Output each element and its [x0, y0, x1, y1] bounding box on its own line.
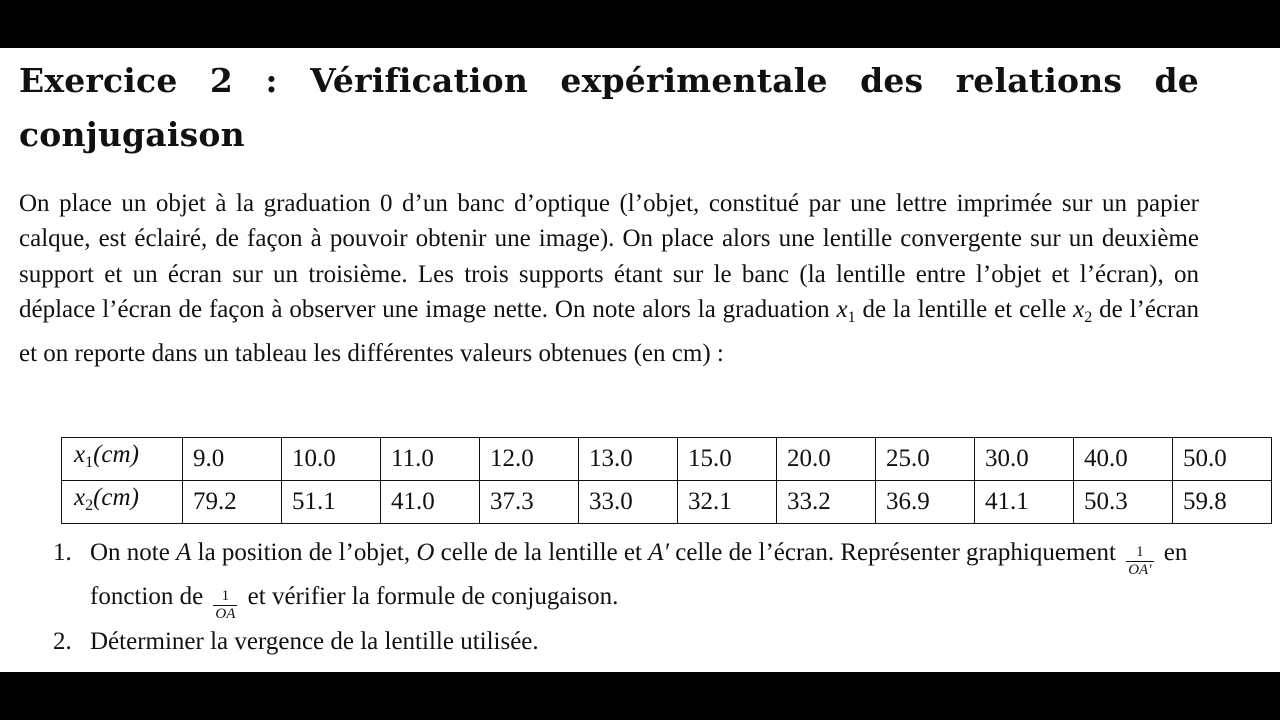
measurements-table	[61, 437, 1272, 524]
table-cell: 25.0	[876, 438, 975, 481]
intro-text-2: de la lentille et celle	[855, 296, 1074, 324]
table-cell: 15.0	[678, 438, 777, 481]
table-cell: 36.9	[876, 481, 975, 524]
table-row-x1	[62, 438, 1272, 481]
question-number: 2.	[53, 628, 72, 655]
var-A-prime: A′	[648, 539, 669, 566]
table-cell: 41.0	[381, 481, 480, 524]
var-x2: $x_2$	[1073, 296, 1093, 327]
intro-text-3: de l’écran et on reporte dans un tableau les différentes valeurs obtenues (en cm) :	[19, 296, 1199, 367]
question-text: On note A la position de l’objet, O celle de la lentille et A′ celle de l’écran. Représenter graphiquement $\frac{1}{OA'}$ en fonction de $\frac{1}{OA}$ et vérifier la formule de conjugaison.	[90, 539, 1188, 622]
table-cell: 41.1	[975, 481, 1074, 524]
var-O: O	[416, 539, 435, 566]
fraction-inverse-OA-prime: $\frac{1}{OA'}$	[1128, 544, 1152, 578]
table-cell: 11.0	[381, 438, 480, 481]
exercise-title: Exercice 2 : Vérification expérimentale des relations de conjugaison	[19, 61, 1199, 154]
table-cell: 32.1	[678, 481, 777, 524]
table-cell: 20.0	[777, 438, 876, 481]
question-text: Déterminer la vergence de la lentille utilisée.	[90, 628, 539, 655]
table-cell: 50.3	[1074, 481, 1173, 524]
row-header-x1: $x_1(cm)$	[62, 438, 183, 481]
table-cell: 79.2	[183, 481, 282, 524]
var-A: A	[176, 539, 192, 566]
intro-text-1: On place un objet à la graduation 0 d’un banc d’optique (l’objet, constitué par une lettre imprimée sur un papier calque, est éclairé, de façon à pouvoir obtenir une image). On place alors une lentille convergente sur un deuxième support et un écran sur un troisième. Les trois supports étant sur le banc (la lentille entre l’objet et l’écran), on déplace l’écran de façon à observer une image nette. On note alors la graduation	[19, 190, 1199, 324]
table-cell: 37.3	[480, 481, 579, 524]
table-cell: 33.2	[777, 481, 876, 524]
table-cell: 40.0	[1074, 438, 1173, 481]
table-cell: 33.0	[579, 481, 678, 524]
table-cell: 59.8	[1173, 481, 1272, 524]
exercise-page	[0, 48, 1280, 672]
table-cell: 50.0	[1173, 438, 1272, 481]
row-header-x2: $x_2(cm)$	[62, 481, 183, 524]
table-cell: 13.0	[579, 438, 678, 481]
fraction-inverse-OA: $\frac{1}{OA}$	[215, 588, 236, 622]
table-cell: 51.1	[282, 481, 381, 524]
table-cell: 9.0	[183, 438, 282, 481]
var-x1: $x_1$	[836, 296, 856, 327]
table-cell: 10.0	[282, 438, 381, 481]
top-letterbox	[0, 0, 1280, 48]
question-2	[53, 624, 1199, 660]
question-number: 1.	[53, 539, 72, 566]
table-cell: 30.0	[975, 438, 1074, 481]
table-row-x2	[62, 481, 1272, 524]
intro-paragraph	[19, 186, 1199, 371]
bottom-letterbox	[0, 672, 1280, 720]
table-cell: 12.0	[480, 438, 579, 481]
question-1	[53, 535, 1199, 623]
